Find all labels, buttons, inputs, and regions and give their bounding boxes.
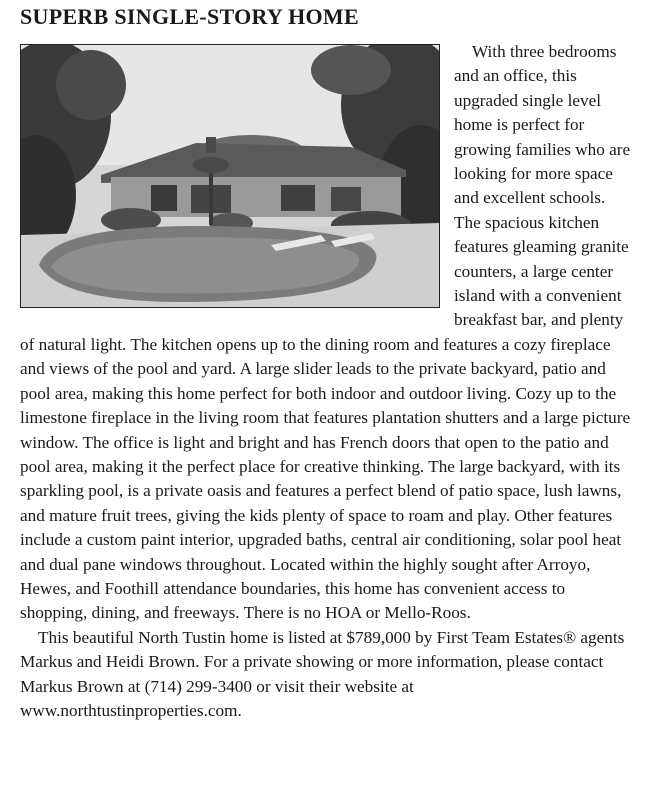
backyard-pool-photo xyxy=(20,44,440,308)
article-headline: SUPERB SINGLE-STORY HOME xyxy=(20,4,359,29)
article-body xyxy=(20,40,632,723)
article-paragraph-1: With three bedrooms and an office, this upgraded single level home is perfect for growing families who are looking for more space and excellent schools. The spacious kitchen features gleaming granite counters, a large center island with a convenient breakfast bar, and plenty of natural light. The kitchen opens up to the dining room and features a cozy fireplace and views of the pool and yard. A large slider leads to the private backyard, patio and pool area, making this home perfect for both indoor and outdoor living. Cozy up to the limestone fireplace in the living room that features plantation shutters and a large picture window. The office is light and bright and has French doors that open to the patio and pool area, making it the perfect place for creative thinking. The large backyard, with its sparkling pool, is a private oasis and features a perfect blend of patio space, lush lawns, and mature fruit trees, giving the kids plenty of space to roam and play. Other features include a custom paint interior, upgraded baths, central air conditioning, solar pool heat and dual pane windows throughout. Located within the highly sought after Arroyo, Hewes, and Foothill attendance boundaries, this home has convenient access to shopping, dining, and freeways. There is no HOA or Mello-Roos. xyxy=(20,42,631,623)
article-paragraph-2: This beautiful North Tustin home is listed at $789,000 by First Team Estates® agents Markus and Heidi Brown. For a private showing or more information, please contact Markus Brown at (714) 299-3400 or visit their website at www.northtustinproperties.com. xyxy=(20,627,625,720)
